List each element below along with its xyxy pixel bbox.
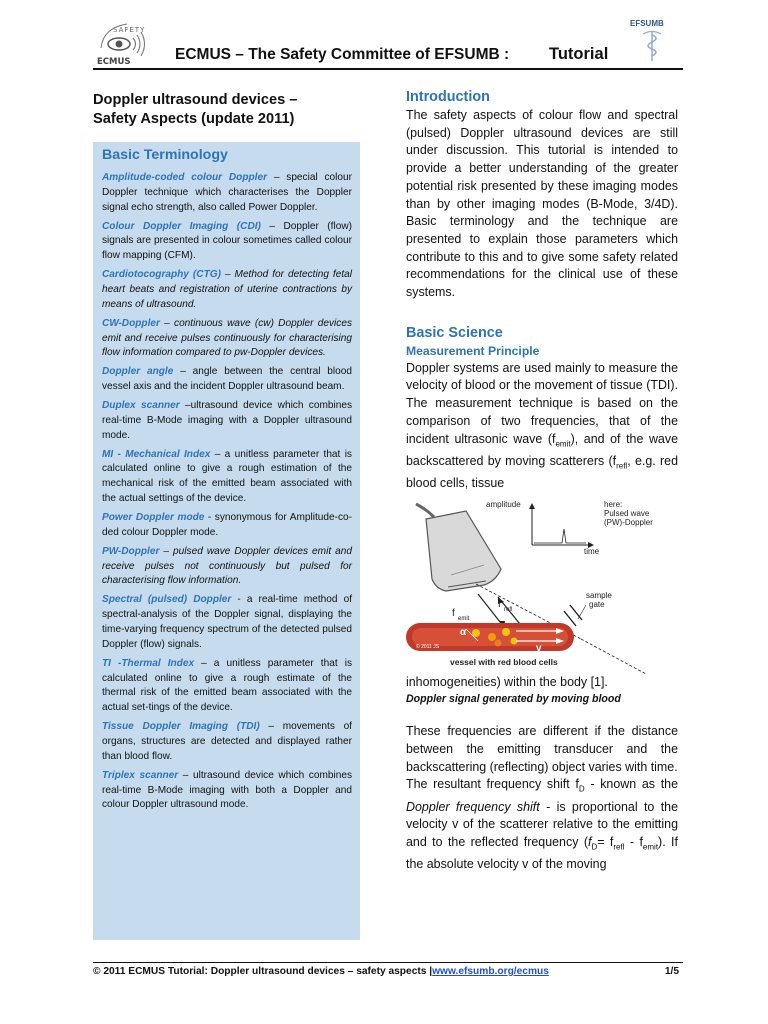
measurement-text-part: ), and of the wave backscattered by moving scatterers (f: [406, 431, 678, 468]
footer-text: © 2011 ECMUS Tutorial: Doppler ultrasound devices – safety aspects |: [93, 966, 433, 977]
measurement-text-part: Doppler systems are used mainly to measure the velocity of blood or the movement of tissue (TDI). The measurement technique is based on the comparison of two frequencies, that of the incident ultrasonic wave (f: [406, 360, 678, 446]
text-part: The resultant frequency shift f: [406, 777, 579, 792]
footer: [93, 966, 679, 977]
f-refl-subscript: refl: [504, 606, 513, 613]
term-definition: – angle between the central blood vessel axis and the incident Doppler ultrasound beam.: [102, 366, 352, 393]
term-name: Colour Doppler Imaging (CDI): [102, 220, 261, 232]
term-item: [102, 399, 352, 443]
measurement-text: [406, 360, 678, 493]
term-definition: - synonymous for Amplitude-co-ded colour Doppler mode.: [102, 512, 352, 538]
time-label: time: [584, 546, 600, 556]
text-part: - is proportional to the velocity v of the scatterer relative to the emitting and to the reflected frequency (: [406, 799, 678, 850]
term-name: Cardiotocography (CTG): [102, 269, 221, 281]
efsumb-logo: [640, 29, 664, 63]
vessel-caption: vessel with red blood cells: [450, 656, 558, 667]
term-definition: – movements of organs, structures are detected and displayed rather than blood flow.: [102, 721, 352, 762]
here-label: here:: [604, 499, 623, 509]
logo-arc-text: SAFETY: [113, 26, 146, 34]
term-item: [102, 769, 352, 813]
sample-label: sample: [586, 590, 612, 600]
term-definition: – a unitless parameter that is calculated online to give a rough estimation of the mechanical risk of the emitted beam associated with the actual settings of the device.: [102, 448, 352, 505]
terminology-box: [93, 142, 360, 940]
measurement-text-continued: inhomogeneities) within the body [1].: [406, 674, 608, 689]
term-definition: –ultrasound device which combines real-time B-Mode imaging with a Doppler ultrasound mode.: [102, 400, 353, 441]
amplitude-label: amplitude: [486, 499, 521, 509]
alpha-label: α: [460, 626, 467, 638]
introduction-heading: Introduction: [406, 89, 490, 105]
term-name: Spectral (pulsed) Doppler: [102, 594, 232, 606]
term-name: Power Doppler mode: [102, 512, 205, 524]
text-part: - known as the: [584, 777, 678, 792]
terminology-heading: Basic Terminology: [102, 147, 228, 163]
term-item: [102, 545, 352, 589]
term-name: MI - Mechanical Index: [102, 448, 211, 460]
text-part: - f: [624, 835, 643, 850]
term-name: CW-Doppler: [102, 317, 160, 329]
pw-doppler-label: (PW)-Doppler: [604, 517, 653, 527]
term-item: [102, 448, 352, 507]
efsumb-label: EFSUMB: [630, 19, 664, 28]
measurement-principle-heading: Measurement Principle: [406, 343, 540, 358]
doppler-figure: [406, 499, 678, 674]
term-item: [102, 593, 352, 652]
ecmus-logo: [93, 20, 155, 68]
footer-rule: [93, 962, 683, 963]
term-item: [102, 220, 352, 264]
term-item: [102, 511, 352, 541]
figure-copyright: © 2011 JS: [416, 643, 440, 650]
term-definition: – Doppler (flow) signals are presented in colour sometimes called colour flow mapping (CFM).: [102, 220, 352, 262]
term-item: [102, 720, 352, 764]
frequency-paragraph: These frequencies are different if the distance between the emitting transducer and the backscattering (reflecting) object varies with time.: [406, 724, 678, 774]
term-item: [102, 268, 352, 312]
introduction-text: The safety aspects of colour flow and spectral (pulsed) Doppler ultrasound devices are still under discussion. This tutorial is intended to provide a better understanding of the greater potential risk presented by these imaging modes than by other imaging modes (B-Mode, 3/4D). Basic terminology and the technique are presented to explain those parameters which contribute to this and to give some safety related recommendations for the clinical use of these systems.: [406, 108, 678, 300]
f-emit-label: f: [452, 607, 455, 619]
subscript-emit: emit: [555, 439, 571, 449]
velocity-label: v: [536, 642, 542, 654]
gate-label: gate: [589, 599, 605, 609]
header-rule: [93, 68, 683, 70]
text-part: ). If the absolute velocity v of the moving: [406, 835, 678, 872]
term-item: [102, 171, 352, 215]
subscript-d: D: [578, 784, 585, 794]
term-name: Duplex scanner: [102, 400, 180, 412]
document-title-line1: Doppler ultrasound devices –: [93, 92, 298, 108]
term-name: Amplitude-coded colour Doppler: [102, 172, 268, 183]
term-definition: – Method for detecting fetal heart beats and registration of uterine contractions by means of ultrasound.: [102, 269, 352, 310]
term-definition: – pulsed wave Doppler devices emit and receive pulses not continuously but pulsed for characterising flow information.: [102, 545, 352, 587]
right-column: [406, 88, 678, 874]
text-part: = f: [597, 835, 614, 850]
emphasis-fd: f: [587, 835, 592, 850]
header-title: ECMUS – The Safety Committee of EFSUMB :: [175, 46, 510, 63]
subscript-d: D: [591, 842, 598, 852]
logo-text: ECMUS: [97, 57, 131, 67]
f-emit-subscript: emit: [458, 615, 470, 622]
page-number: 1/5: [664, 966, 679, 977]
term-definition: – continuous wave (cw) Doppler devices emit and receive pulses continuously for characterising flow information compared to pw-Doppler devices.: [102, 317, 352, 359]
term-name: Doppler angle: [102, 366, 174, 378]
subscript-emit: emit: [642, 842, 659, 852]
term-item: [102, 317, 352, 361]
term-item: [102, 657, 352, 716]
subscript-refl: refl: [616, 461, 628, 471]
document-title-line2: Safety Aspects (update 2011): [93, 111, 295, 127]
footer-link[interactable]: www.efsumb.org/ecmus: [432, 966, 549, 977]
term-definition: - a real-time method of spectral-analysis of the Doppler signal, displaying the time-varying frequency spectrum of the detected pulsed Doppler (flow) signals.: [102, 594, 353, 650]
document-title: [93, 91, 353, 129]
term-definition: – special colour Doppler technique which characterises the Doppler signal echo strength, also called Power Doppler.: [102, 172, 352, 213]
doppler-diagram: [406, 499, 678, 674]
term-item: [102, 365, 352, 395]
measurement-text-part: , e.g. red blood cells, tissue: [406, 453, 679, 490]
term-name: TI -Thermal Index: [102, 657, 195, 669]
term-definition: – a unitless parameter that is calculated online to give a rough estimate of the thermal risk of the emitted beam associated with the actual set-tings of the device.: [102, 657, 352, 714]
doppler-shift-paragraph: [406, 776, 678, 873]
term-name: Tissue Doppler Imaging (TDI): [102, 721, 260, 733]
f-refl-label: f: [498, 598, 501, 610]
pulsed-label: Pulsed wave: [604, 508, 650, 518]
emphasis-doppler-shift: Doppler frequency shift: [406, 799, 540, 814]
figure-caption: Doppler signal generated by moving blood: [406, 693, 621, 706]
term-name: Triplex scanner: [102, 769, 179, 781]
term-definition: – ultrasound device which combines real-time B-Mode imaging with both a Doppler and colour Doppler ultrasound mode.: [102, 769, 352, 811]
term-name: PW-Doppler: [102, 545, 160, 557]
header-tutorial: Tutorial: [549, 45, 609, 63]
subscript-refl: refl: [613, 842, 625, 852]
transducer-icon: [426, 511, 501, 591]
basic-science-heading: Basic Science: [406, 324, 503, 341]
